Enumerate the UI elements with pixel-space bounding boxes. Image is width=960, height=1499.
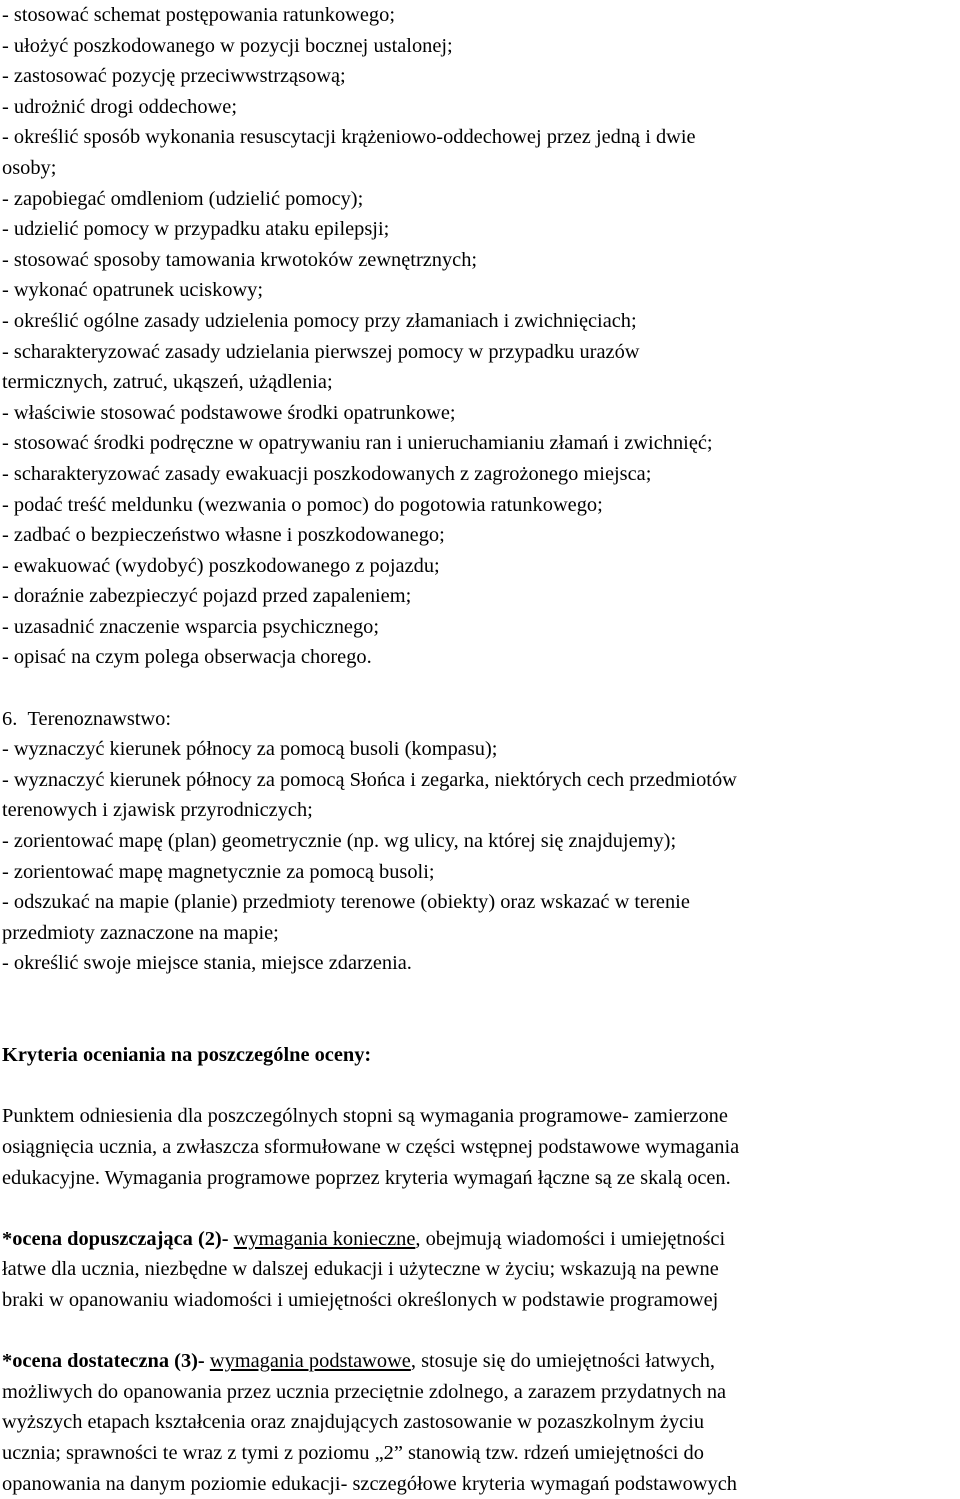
spacer xyxy=(2,1010,958,1041)
list-item: - zorientować mapę magnetycznie za pomocą busoli; xyxy=(2,857,958,888)
criteria-heading: Kryteria oceniania na poszczególne oceny: xyxy=(2,1040,958,1071)
list-item: - ułożyć poszkodowanego w pozycji bocznej ustalonej; xyxy=(2,31,958,62)
grade-3-line: wyższych etapach kształcenia oraz znajdujących zastosowanie w pozaszkolnym życiu xyxy=(2,1407,958,1438)
list-item: - scharakteryzować zasady udzielania pierwszej pomocy w przypadku urazów xyxy=(2,337,958,368)
list-item: - stosować sposoby tamowania krwotoków zewnętrznych; xyxy=(2,245,958,276)
section-heading xyxy=(2,704,958,735)
criteria-intro-line: edukacyjne. Wymagania programowe poprzez kryteria wymagań łączne są ze skalą ocen. xyxy=(2,1163,958,1194)
list-item: - zadbać o bezpieczeństwo własne i poszkodowanego; xyxy=(2,520,958,551)
grade-3-line: opanowania na danym poziomie edukacji- szczegółowe kryteria wymagań podstawowych xyxy=(2,1469,958,1499)
criteria-section xyxy=(2,1040,958,1499)
list-item: - odszukać na mapie (planie) przedmioty terenowe (obiekty) oraz wskazać w terenie xyxy=(2,887,958,918)
list-item: - stosować środki podręczne w opatrywaniu ran i unieruchamianiu złamań i zwichnięć; xyxy=(2,428,958,459)
list-item: termicznych, zatruć, ukąszeń, użądlenia; xyxy=(2,367,958,398)
grade-2-rest: , obejmują wiadomości i umiejętności xyxy=(415,1228,725,1250)
grade-2-block xyxy=(2,1224,958,1316)
section-terenoznawstwo xyxy=(2,704,958,979)
list-item: - ewakuować (wydobyć) poszkodowanego z pojazdu; xyxy=(2,551,958,582)
list-item: - doraźnie zabezpieczyć pojazd przed zapaleniem; xyxy=(2,581,958,612)
grade-2-line: braki w opanowaniu wiadomości i umiejętności określonych w podstawie programowej xyxy=(2,1285,958,1316)
grade-3-first-line xyxy=(2,1346,958,1377)
skills-list xyxy=(2,0,958,673)
section-title: Terenoznawstwo: xyxy=(28,708,172,730)
list-item: przedmioty zaznaczone na mapie; xyxy=(2,918,958,949)
list-item: osoby; xyxy=(2,153,958,184)
list-item: - zapobiegać omdleniom (udzielić pomocy); xyxy=(2,184,958,215)
list-item: terenowych i zjawisk przyrodniczych; xyxy=(2,795,958,826)
list-item: - udrożnić drogi oddechowe; xyxy=(2,92,958,123)
list-item: - określić sposób wykonania resuscytacji krążeniowo-oddechowej przez jedną i dwie xyxy=(2,122,958,153)
grade-3-block xyxy=(2,1346,958,1499)
list-item: - właściwie stosować podstawowe środki opatrunkowe; xyxy=(2,398,958,429)
grade-3-requirement: wymagania podstawowe xyxy=(210,1350,411,1372)
section-number: 6. xyxy=(2,708,17,730)
spacer xyxy=(2,979,958,1010)
spacer xyxy=(2,1316,958,1347)
list-item: - scharakteryzować zasady ewakuacji poszkodowanych z zagrożonego miejsca; xyxy=(2,459,958,490)
list-item: - opisać na czym polega obserwacja chorego. xyxy=(2,642,958,673)
spacer xyxy=(2,1193,958,1224)
grade-3-line: ucznia; sprawności te wraz z tymi z poziomu „2” stanowią tzw. rdzeń umiejętności do xyxy=(2,1438,958,1469)
grade-3-rest: , stosuje się do umiejętności łatwych, xyxy=(411,1350,715,1372)
list-item: - wyznaczyć kierunek północy za pomocą Słońca i zegarka, niektórych cech przedmiotów xyxy=(2,765,958,796)
list-item: - wykonać opatrunek uciskowy; xyxy=(2,275,958,306)
list-item: - zorientować mapę (plan) geometrycznie (np. wg ulicy, na której się znajdujemy); xyxy=(2,826,958,857)
grade-3-label: *ocena dostateczna (3)- xyxy=(2,1350,205,1372)
grade-2-label: *ocena dopuszczająca (2)- xyxy=(2,1228,229,1250)
criteria-intro-line: osiągnięcia ucznia, a zwłaszcza sformułowane w części wstępnej podstawowe wymagania xyxy=(2,1132,958,1163)
grade-2-requirement: wymagania konieczne xyxy=(234,1228,416,1250)
grade-3-line: możliwych do opanowania przez ucznia przeciętnie zdolnego, a zarazem przydatnych na xyxy=(2,1377,958,1408)
list-item: - określić swoje miejsce stania, miejsce zdarzenia. xyxy=(2,948,958,979)
list-item: - zastosować pozycję przeciwwstrząsową; xyxy=(2,61,958,92)
criteria-intro-line: Punktem odniesienia dla poszczególnych stopni są wymagania programowe- zamierzone xyxy=(2,1101,958,1132)
spacer xyxy=(2,1071,958,1102)
grade-2-line: łatwe dla ucznia, niezbędne w dalszej edukacji i użyteczne w życiu; wskazują na pewne xyxy=(2,1254,958,1285)
document-page xyxy=(2,0,958,1499)
list-item: - określić ogólne zasady udzielenia pomocy przy złamaniach i zwichnięciach; xyxy=(2,306,958,337)
list-item: - udzielić pomocy w przypadku ataku epilepsji; xyxy=(2,214,958,245)
list-item: - podać treść meldunku (wezwania o pomoc) do pogotowia ratunkowego; xyxy=(2,490,958,521)
list-item: - uzasadnić znaczenie wsparcia psychicznego; xyxy=(2,612,958,643)
grade-2-first-line xyxy=(2,1224,958,1255)
spacer xyxy=(2,673,958,704)
list-item: - stosować schemat postępowania ratunkowego; xyxy=(2,0,958,31)
list-item: - wyznaczyć kierunek północy za pomocą busoli (kompasu); xyxy=(2,734,958,765)
